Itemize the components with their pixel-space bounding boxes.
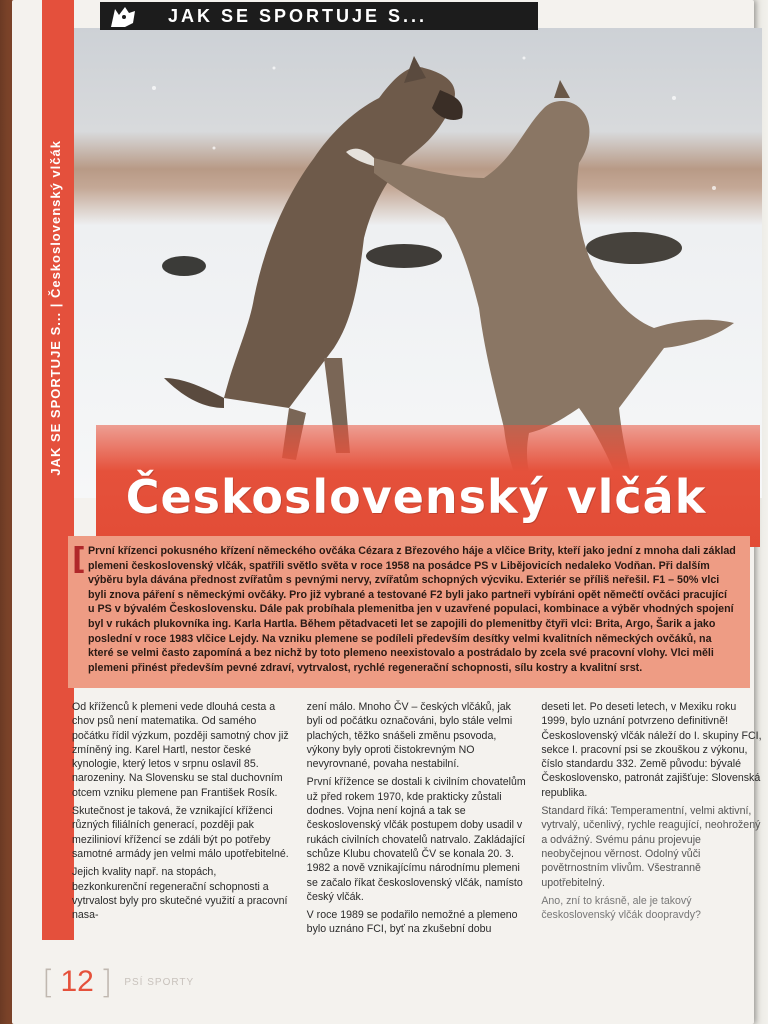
dog-head-logo-icon (100, 2, 146, 30)
paragraph: Skutečnost je taková, že vznikající kříženci různých filiálních generací, později pak mezilinioví křížencí se zdáli být po potřeby samotné armády jen velmi málo upotřebitelné. (72, 805, 289, 860)
column-3 (541, 700, 762, 980)
body-columns (72, 700, 762, 980)
column-2 (307, 700, 528, 980)
magazine-name: PSÍ SPORTY (124, 976, 195, 988)
paragraph: První křížence se dostali k civilním chovatelům už před rokem 1970, kde prakticky zůstali dodnes. Vojna není kojná a tak se československý vlčák postupem doby usadil v rukách civilních chovatelů natrvalo. Zakládající schůze Klubu chovatelů ČV se konala 20. 3. 1982 a nově vznikajícímu národnímu plemeni se začalo říkat československý vlčák, namísto český vlčák. (306, 776, 526, 903)
intro-bracket-icon: [ (72, 542, 86, 577)
article-title: Československý vlčák (125, 470, 707, 524)
column-1 (72, 700, 293, 980)
section-title: JAK SE SPORTUJE S... (168, 5, 428, 26)
paragraph: zení málo. Mnoho ČV – českých vlčáků, jak byli od počátku označováni, bylo stále velmi plachých, těžko snášeli změnu psovoda, výkony byly oproti čistokrevným NO nevyrovnané, povaha nestabilní. (306, 701, 513, 771)
intro-text: První křízenci pokusného křízení německého ovčáka Cézara z Březového háje a vlčice Brity, kteří jako jední z mnoha dali základ plemeni československý vlčák, spatřili světlo světa v roce 1958 na posádce PS v Libějovicích nedaleko Vodňan. Při dalším výběru byla dávána přednost zvířatům s pevnými nervy, zvířatům schopných výcviku. Exteriér se příliš neřešil. F1 – 50% vlci byli znova páření s německými ovčáky. Pro již vybrané a testované F2 byli jako partneři vybíráni opět němečtí ovčáci pracující u PS v bývalém Československu. Dále pak probíhala plemenitba jen v uzavřené populaci, kombinace a výběr vhodných spojení byl v rukách plukovníka ing. Karla Hartla. Během pětadvaceti let se zapojili do plemenitby čtyři vlci: Brita, Argo, Šarik a jako poslední v roce 1983 vlčice Lejdy. Na vzniku plemene se podíleli především desítky velmi kvalitních německých ovčáků, na které se velmi často zapomíná a bez nichž by toto plemeno neexistovalo a postrádalo by zcela své pracovní vlohy. Vlci měli plemeni přinést především pevné zdraví, vytrvalost, rychlé regenerační schopnosti, sílu kostry a kvalitní srst. (88, 545, 736, 674)
paragraph: deseti let. Po deseti letech, v Mexiku roku 1999, bylo uznání potvrzeno definitivně! Československý vlčák náleží do I. skupiny FCI, sekce I. pracovní psi se zkouškou z výkonu, číslo standardu 332. Země původu: bývalé Československo, patronát zajišťuje: Slovenská republika. (541, 701, 762, 799)
magazine-page (12, 0, 762, 1024)
paragraph: Jejich kvality např. na stopách, bezkonkurenční regenerační schopnosti a vytrvalost byly pro skutečné využití a pracovní nasa- (72, 866, 288, 922)
page-number: 12 (60, 965, 94, 998)
paragraph: Standard říká: Temperamentní, velmi aktivní, vytrvalý, učenlivý, rychle reagující, neohrožený a odvážný. Svému pánu projevuje neobyčejnou věrnost. Odolný vůči povětrnostním vlivům. Všestranně upotřebitelný. (541, 805, 761, 889)
footer-bracket-left: [ (42, 963, 55, 1001)
page-footer (42, 962, 194, 1002)
paragraph: Ano, zní to krásně, ale je takový československý vlčák doopravdy? (541, 894, 701, 922)
intro-box (68, 536, 750, 688)
paragraph: V roce 1989 se podařilo nemožné a plemeno bylo uznáno FCI, byť na zkušební dobu (306, 909, 518, 936)
paragraph: Od kříženců k plemeni vede dlouhá cesta a chov psů není matematika. Od samého počátku řídil výzkum, později samotný chov již zmíněný ing. Karel Hartl, nestor české kynologie, který letos v srpnu oslavil 85. narozeniny. Na Slovensku se stal duchovním otcem vzniku plemene pan František Rosík. (72, 701, 289, 799)
footer-bracket-right: ] (99, 963, 113, 1001)
section-header-bar (100, 2, 538, 30)
side-label: JAK SE SPORTUJE S... | Československý vlčák (48, 140, 63, 476)
side-red-band (42, 0, 74, 940)
